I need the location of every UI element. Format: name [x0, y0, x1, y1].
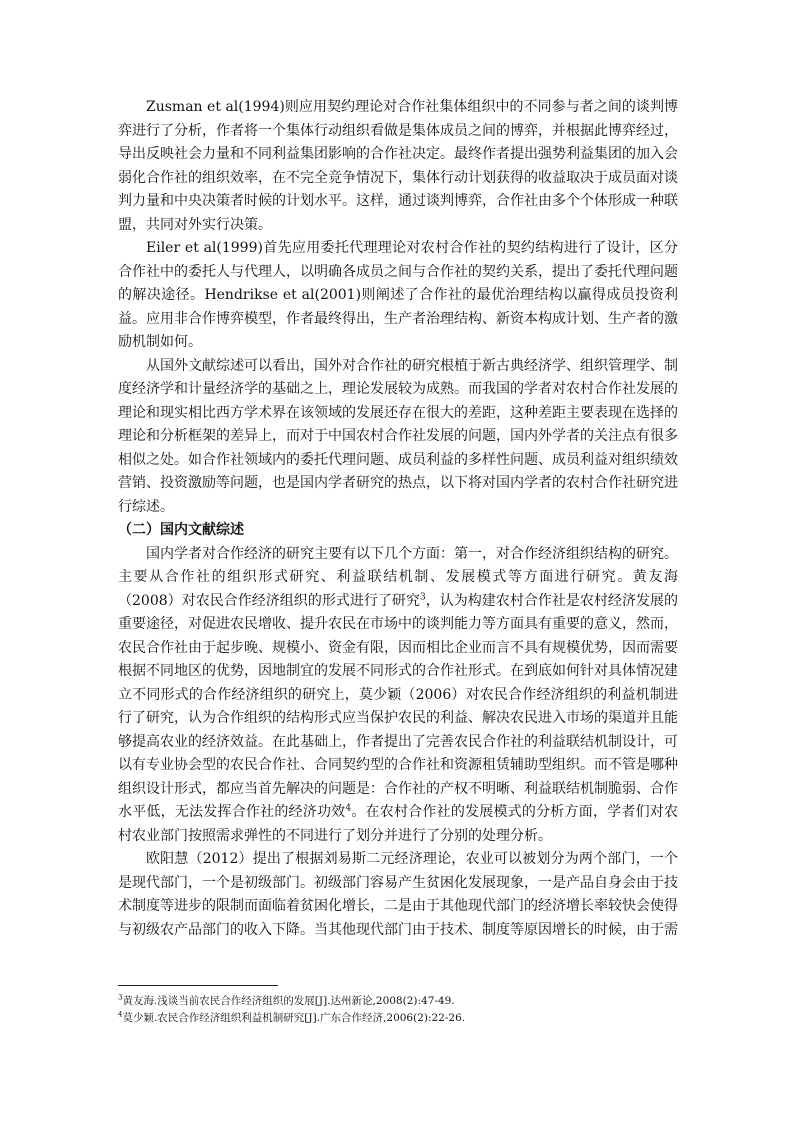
section-heading-domestic-review: （二）国内文献综述 — [118, 522, 244, 538]
paragraph-domestic-research — [118, 543, 678, 849]
footnote-number: 4 — [118, 1010, 123, 1019]
paragraph-zusman: Zusman et al(1994)则应用契约理论对合作社集体组织中的不同参与者之间的谈判博弈进行了分析，作者将一个集体行动组织看做是集体成员之间的博弈，并根据此博弈经过，导出反映社会力量和不同利益集团影响的合作社决定。最终作者提出强势利益集团的加入会弱化合作社的组织效率，在不完全竞争情况下，集体行动计划获得的收益取决于成员面对谈判力量和中央决策者时候的计划水平。这样，通过谈判博弈，合作社由多个个体形成一种联盟，共同对外实行决策。 — [118, 99, 678, 233]
footnote-text: 黄友海.浅谈当前农民合作经济组织的发展[J].达州新论,2008(2):47-49. — [122, 995, 455, 1007]
paragraph-text: 。在农村合作社的发展模式的分析方面，学者们对农村农业部门按照需求弹性的不同进行了划分并进行了分别的处理分析。 — [118, 804, 678, 844]
footnote-divider — [118, 985, 278, 986]
footnotes — [118, 985, 678, 1027]
paragraph-ouyang: 欧阳慧（2012）提出了根据刘易斯二元经济理论，农业可以被划分为两个部门，一个是现代部门，一个是初级部门。初级部门容易产生贫困化发展现象，一是产品自身会由于技术制度等进步的限制而面临着贫困化增长，二是由于其他现代部门的经济增长率较快会使得与初级农产品部门的收入下降。当其他现代部门由于技术、制度等原因增长的时候，由于需 — [118, 851, 678, 938]
paragraph-text: 国内学者对合作经济的研究主要有以下几个方面：第一，对合作经济组织结构的研究。主要从合作社的组织形式研究、利益联结机制、发展模式等方面进行研究。黄友海（2008）对农民合作经济组织的形式进行了研究 — [118, 545, 678, 609]
paragraph-text: ，认为构建农村合作社是农村经济发展的重要途径，对促进农民增收、提升农民在市场中的谈判能力等方面具有重要的意义，然而，农民合作社由于起步晚、规模小、资金有限，因而相比企业而言不具有规模优势，因而需要根据不同地区的优势，因地制宜的发展不同形式的合作社形式。在到底如何针对具体情况建立不同形式的合作经济组织的研究上，莫少颖（2006）对农民合作经济组织的利益机制进行了研究，认为合作组织的结构形式应当保护农民的利益、解决农民进入市场的渠道并且能够提高农业的经济效益。在此基础上，作者提出了完善农民合作社的利益联结机制设计，可以有专业协会型的农民合作社、合同契约型的合作社和资源租赁辅助型组织。而不管是哪种组织设计形式，都应当首先解决的问题是：合作社的产权不明晰、利益联结机制脆弱、合作水平低，无法发挥合作社的经济功效 — [118, 592, 678, 820]
paragraph-eiler: Eiler et al(1999)首先应用委托代理理论对农村合作社的契约结构进行了设计，区分合作社中的委托人与代理人，以明确各成员之间与合作社的契约关系，提出了委托代理问题的解决途径。Hendrikse et al(2001)则阐述了合作社的最优治理结构以赢得成员投资利益。应用非合作博弈模型，作者最终得出，生产者治理结构、新资本构成计划、生产者的激励机制如何。 — [118, 240, 678, 350]
footnote-item — [118, 1010, 678, 1027]
footnote-text: 莫少颖.农民合作经济组织利益机制研究[J].广东合作经济,2006(2):22-26. — [122, 1012, 466, 1024]
footnote-item — [118, 993, 678, 1010]
footnote-ref[interactable]: 3 — [419, 591, 426, 602]
paragraph-foreign-summary: 从国外文献综述可以看出，国外对合作社的研究根植于新古典经济学、组织管理学、制度经济学和计量经济学的基础之上，理论发展较为成熟。而我国的学者对农村合作社发展的理论和现实相比西方学术界在该领域的发展还存在很大的差距，这种差距主要表现在选择的理论和分析框架的差异上，而对于中国农村合作社发展的问题，国内外学者的关注点有很多相似之处。如合作社领域内的委托代理问题、成员利益的多样性问题、成员利益对组织绩效营销、投资激励等问题，也是国内学者研究的热点，以下将对国内学者的农村合作社研究进行综述。 — [118, 357, 678, 515]
footnote-number: 3 — [118, 993, 123, 1002]
footnote-ref[interactable]: 4 — [345, 803, 352, 814]
document-body — [118, 96, 678, 942]
